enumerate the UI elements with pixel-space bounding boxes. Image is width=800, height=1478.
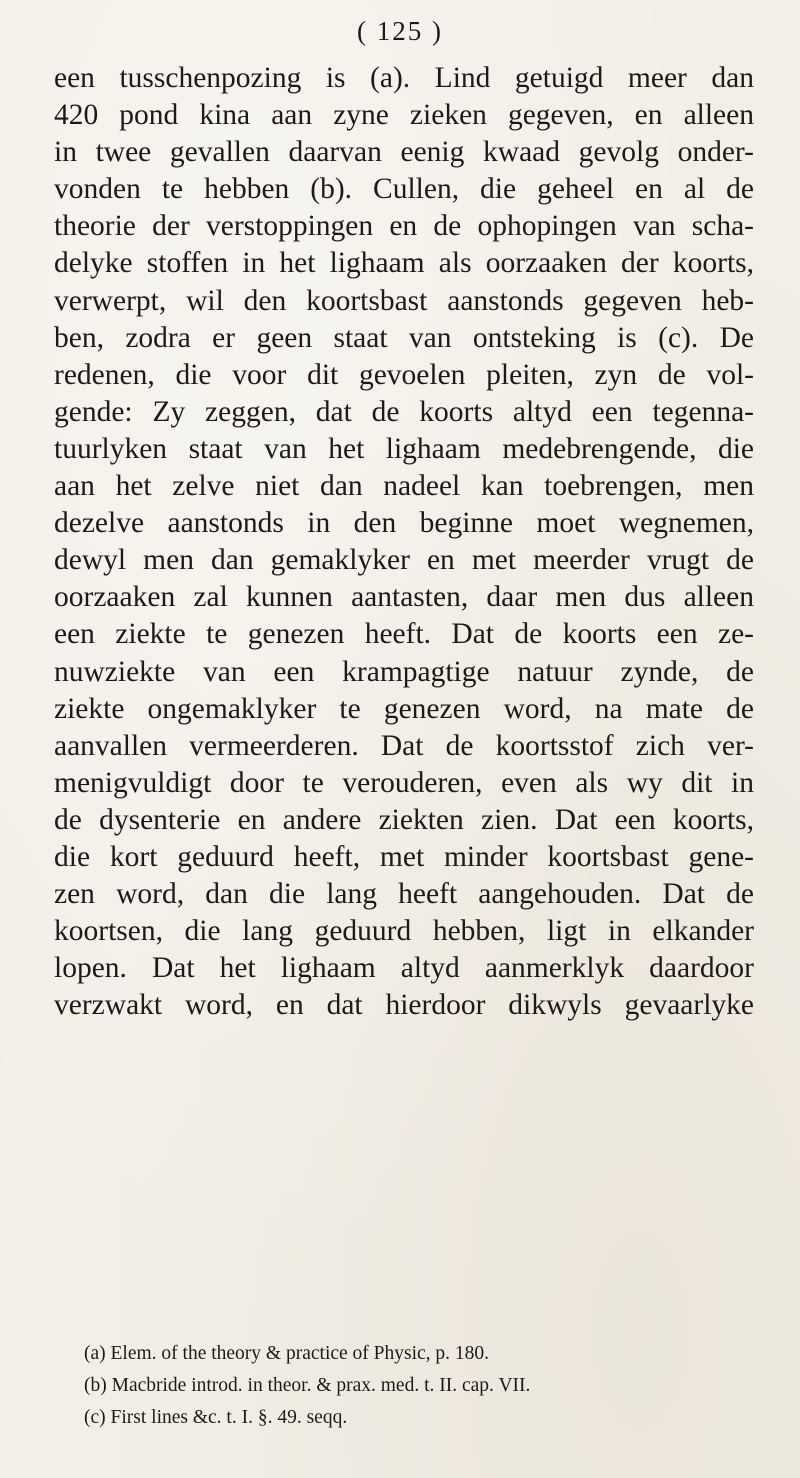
text-line: zen word, dan die lang heeft aangehouden. Dat de	[54, 878, 754, 911]
footnote-c: (c) First lines &c. t. I. §. 49. seqq.	[84, 1407, 348, 1428]
text-line: ziekte ongemaklyker te genezen word, na mate de	[54, 692, 754, 725]
text-line: aanvallen vermeerderen. Dat de koortsstof zich ver-	[54, 729, 754, 762]
text-line: theorie der verstoppingen en de ophopingen van scha-	[54, 210, 754, 243]
text-line: oorzaaken zal kunnen aantasten, daar men dus alleen	[54, 581, 754, 614]
text-line: de dysenterie en andere ziekten zien. Dat een koorts,	[54, 803, 754, 836]
text-line: delyke stoffen in het lighaam als oorzaaken der koorts,	[54, 247, 754, 280]
text-line: dezelve aanstonds in den beginne moet wegnemen,	[54, 507, 754, 540]
footnote-b: (b) Macbride introd. in theor. & prax. med. t. II. cap. VII.	[84, 1375, 531, 1396]
body-text	[54, 60, 754, 1024]
footnotes	[84, 1338, 764, 1434]
text-line: aan het zelve niet dan nadeel kan toebrengen, men	[54, 470, 754, 503]
page-number: ( 125 )	[357, 16, 443, 46]
text-line: gende: Zy zeggen, dat de koorts altyd een tegenna-	[54, 395, 754, 428]
text-line: nuwziekte van een krampagtige natuur zynde, de	[54, 655, 754, 688]
text-line: verzwakt word, en dat hierdoor dikwyls gevaarlyke	[54, 989, 754, 1022]
text-line: vonden te hebben (b). Cullen, die geheel en al de	[54, 173, 754, 206]
text-line: ben, zodra er geen staat van ontsteking is (c). De	[54, 321, 754, 354]
text-line: redenen, die voor dit gevoelen pleiten, zyn de vol-	[54, 358, 754, 391]
text-line: die kort geduurd heeft, met minder koortsbast gene-	[54, 840, 754, 873]
footnote-a: (a) Elem. of the theory & practice of Physic, p. 180.	[84, 1343, 490, 1364]
text-line: verwerpt, wil den koortsbast aanstonds gegeven heb-	[54, 284, 754, 317]
text-line: dewyl men dan gemaklyker en met meerder vrugt de	[54, 544, 754, 577]
text-line: menigvuldigt door te verouderen, even als wy dit in	[54, 766, 754, 799]
text-line: 420 pond kina aan zyne zieken gegeven, en alleen	[54, 99, 754, 132]
text-line: een ziekte te genezen heeft. Dat de koorts een ze-	[54, 618, 754, 651]
text-line: in twee gevallen daarvan eenig kwaad gevolg onder-	[54, 136, 754, 169]
text-line: lopen. Dat het lighaam altyd aanmerklyk daardoor	[54, 952, 754, 985]
text-line: tuurlyken staat van het lighaam medebrengende, die	[54, 432, 754, 465]
text-line: koortsen, die lang geduurd hebben, ligt in elkander	[54, 915, 754, 948]
text-line: een tusschenpozing is (a). Lind getuigd meer dan	[54, 62, 754, 94]
